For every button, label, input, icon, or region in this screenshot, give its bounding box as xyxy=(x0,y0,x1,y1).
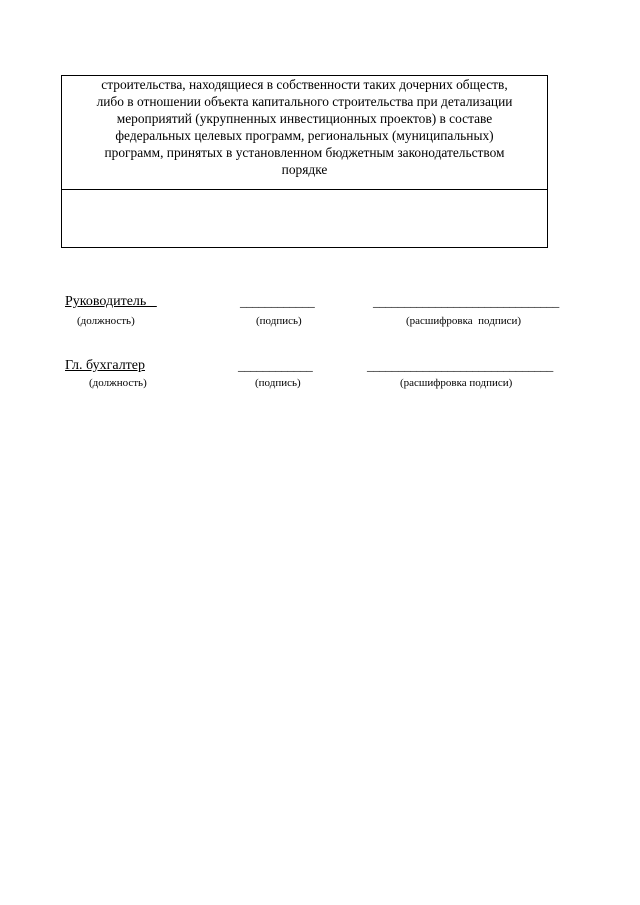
document-table xyxy=(61,75,548,248)
head-signature-line: ____________ xyxy=(240,294,315,309)
accountant-caption-position: (должность) xyxy=(89,377,147,389)
head-caption-signature: (подпись) xyxy=(256,315,302,327)
description-line-2: либо в отношении объекта капитального строительства при детализации xyxy=(96,94,513,109)
description-line-5: программ, принятых в установленном бюджетным законодательством xyxy=(104,145,505,160)
head-role-label: Руководитель xyxy=(65,294,157,309)
accountant-caption-signature: (подпись) xyxy=(255,377,301,389)
accountant-signature-block xyxy=(0,358,640,398)
table-cell-description xyxy=(62,76,548,190)
table-row xyxy=(62,76,548,190)
description-line-3: мероприятий (укрупненных инвестиционных проектов) в составе xyxy=(116,111,493,126)
head-signature-block xyxy=(0,294,640,334)
head-caption-position: (должность) xyxy=(77,315,135,327)
accountant-signature-line: ____________ xyxy=(238,358,313,373)
description-line-1: строительства, находящиеся в собственности таких дочерних обществ, xyxy=(101,77,508,92)
description-line-6: порядке xyxy=(281,162,328,177)
accountant-role-label: Гл. бухгалтер xyxy=(65,358,146,373)
accountant-caption-name: (расшифровка подписи) xyxy=(400,377,513,389)
table-row xyxy=(62,190,548,248)
accountant-name-line: ______________________________ xyxy=(367,358,554,373)
description-line-4: федеральных целевых программ, региональных (муниципальных) xyxy=(115,128,494,143)
head-caption-name: (расшифровка подписи) xyxy=(406,315,522,327)
table-cell-empty xyxy=(62,190,548,248)
head-name-line: ______________________________ xyxy=(373,294,560,309)
